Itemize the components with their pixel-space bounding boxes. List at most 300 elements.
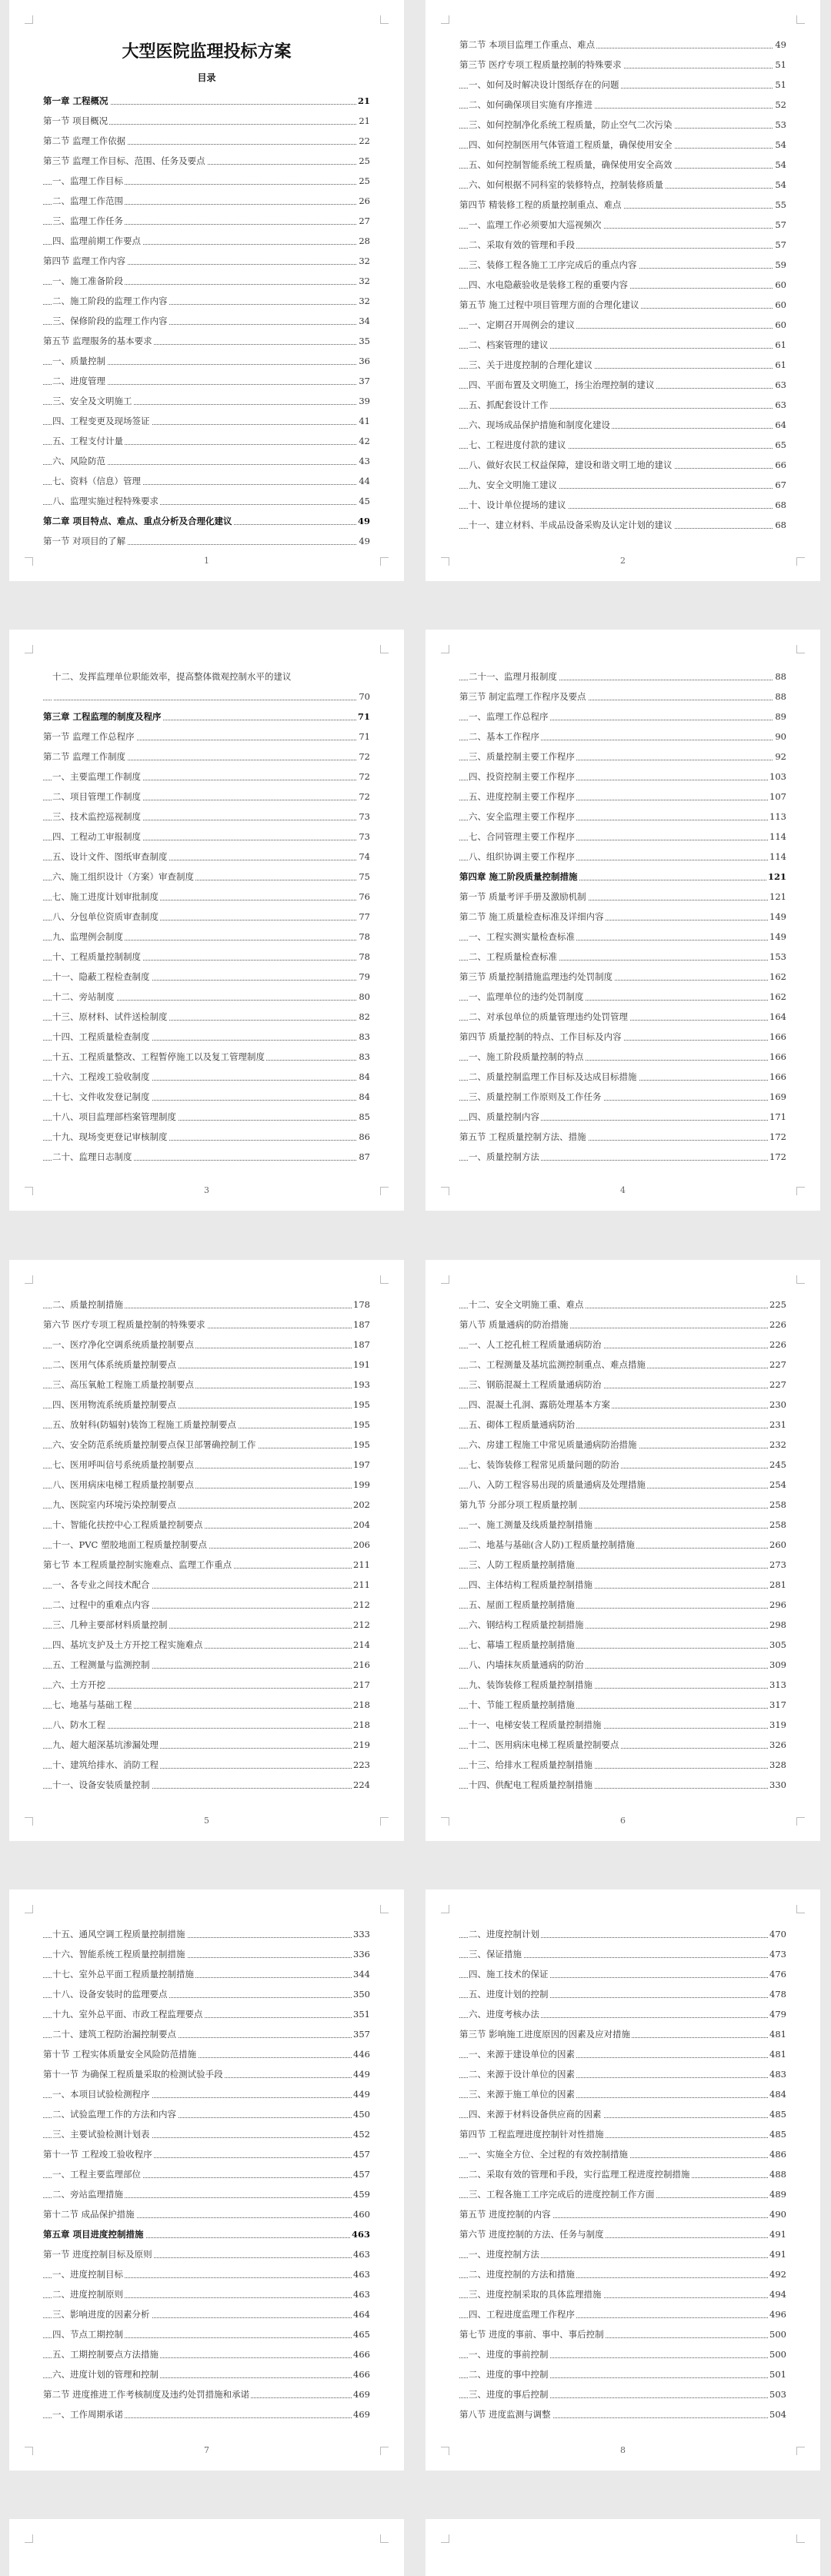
toc-entry[interactable] (459, 967, 786, 987)
toc-entry[interactable] (459, 235, 786, 255)
toc-entry[interactable] (459, 1715, 786, 1735)
toc-entry-title: 二、进度管理 (52, 376, 105, 386)
toc-entry-page: 298 (768, 1615, 786, 1635)
toc-entry[interactable] (43, 1535, 370, 1555)
toc-entry[interactable] (459, 2344, 786, 2364)
crop-mark (25, 1275, 33, 1284)
crop-mark (380, 1275, 389, 1284)
toc-entry[interactable] (43, 1575, 370, 1595)
toc-entry[interactable] (43, 727, 370, 747)
toc-entry-title: 二、项目管理工作制度 (52, 791, 141, 802)
toc-entry[interactable] (459, 2184, 786, 2204)
toc-entry[interactable] (43, 1595, 370, 1615)
toc-entry[interactable] (459, 455, 786, 475)
toc-entry-page: 481 (768, 2024, 786, 2044)
toc-entry[interactable] (459, 887, 786, 907)
toc-entry-title: 五、进度控制主要工作程序 (469, 791, 575, 802)
page-number: 6 (620, 1816, 626, 1826)
toc-entry-title: 十一、隐蔽工程检查制度 (52, 971, 150, 982)
toc-entry[interactable] (43, 251, 370, 271)
toc-entry[interactable] (459, 135, 786, 155)
toc-entry-page: 211 (352, 1575, 370, 1595)
toc-entry-title: 二、旁站监理措施 (52, 2189, 123, 2200)
toc-entry-title: 五、工程支付计量 (52, 436, 123, 446)
toc-entry[interactable] (459, 827, 786, 847)
toc-entry-title: 十六、工程竣工验收制度 (52, 1071, 150, 1082)
toc-entry[interactable] (43, 411, 370, 431)
toc-entry[interactable] (43, 1615, 370, 1635)
toc-entry-page: 469 (352, 2404, 370, 2424)
toc-entry-title: 四、质量控制内容 (469, 1111, 539, 1122)
toc-entry[interactable] (459, 1675, 786, 1695)
toc-entry[interactable] (43, 907, 370, 927)
toc-entry-page: 60 (773, 275, 786, 295)
toc-entry-page: 164 (768, 1007, 786, 1027)
toc-entry[interactable] (459, 907, 786, 927)
toc-entry[interactable] (459, 475, 786, 495)
toc-entry-page: 494 (768, 2284, 786, 2304)
toc-entry[interactable] (43, 2304, 370, 2324)
toc-entry[interactable] (459, 175, 786, 195)
toc-entry[interactable] (43, 471, 370, 491)
toc-entry-page: 459 (352, 2184, 370, 2204)
toc-entry[interactable] (459, 435, 786, 455)
toc-entry-page: 63 (773, 395, 786, 415)
toc-entry-title: 一、监理工作目标 (52, 175, 123, 186)
toc-entry[interactable] (459, 1615, 786, 1635)
toc-entry[interactable] (43, 1495, 370, 1515)
toc-entry[interactable] (43, 1475, 370, 1495)
toc-entry[interactable] (459, 1575, 786, 1595)
toc-entry[interactable] (43, 2264, 370, 2284)
toc-entry[interactable] (43, 371, 370, 391)
toc-entry[interactable] (43, 1944, 370, 1964)
toc-entry-page: 202 (352, 1495, 370, 1515)
toc-entry-page: 485 (768, 2124, 786, 2144)
toc-entry-title: 第八节 质量通病的防治措施 (459, 1319, 569, 1330)
toc-entry[interactable] (459, 2224, 786, 2244)
toc-entry-title: 十、建筑给排水、消防工程 (52, 1759, 159, 1770)
toc-entry[interactable] (43, 927, 370, 947)
toc-entry[interactable] (43, 2144, 370, 2164)
toc-entry[interactable] (43, 747, 370, 767)
toc-entry-title: 十九、现场变更登记审核制度 (52, 1131, 168, 1142)
toc-entry[interactable] (459, 787, 786, 807)
toc-entry[interactable] (459, 2104, 786, 2124)
crop-mark (380, 1905, 389, 1913)
toc-entry[interactable] (43, 2084, 370, 2104)
toc-entry[interactable] (43, 1127, 370, 1147)
toc-entry[interactable] (459, 1595, 786, 1615)
toc-entry-title: 九、监理例会制度 (52, 931, 123, 942)
toc-entry-title: 九、超大超深基坑渗漏处理 (52, 1739, 159, 1750)
toc-entry[interactable] (43, 2364, 370, 2384)
toc-entry[interactable] (43, 2384, 370, 2404)
toc-entry-title: 第一节 对项目的了解 (43, 536, 126, 546)
toc-entry[interactable] (43, 2044, 370, 2064)
toc-entry-title: 六、房建工程施工中常见质量通病防治措施 (469, 1439, 637, 1450)
toc-entry-title: 八、内墙抹灰质量通病的防治 (469, 1659, 584, 1670)
toc-entry[interactable] (459, 1984, 786, 2004)
toc-entry-page: 350 (352, 1984, 370, 2004)
toc-entry[interactable] (459, 2004, 786, 2024)
crop-mark (441, 1275, 449, 1284)
toc-entry[interactable] (459, 1475, 786, 1495)
toc-entry[interactable] (459, 667, 786, 687)
toc-entry[interactable] (43, 1515, 370, 1535)
toc-entry-page: 336 (352, 1944, 370, 1964)
toc-entry-title: 七、合同管理主要工作程序 (469, 831, 575, 842)
toc-entry[interactable] (459, 375, 786, 395)
toc-entry[interactable] (43, 847, 370, 867)
toc-entry[interactable] (459, 1295, 786, 1315)
toc-entry-title: 第一章 工程概况 (43, 95, 108, 106)
toc-entry[interactable] (459, 275, 786, 295)
toc-entry[interactable] (43, 2324, 370, 2344)
toc-entry-title: 四、节点工期控制 (52, 2329, 123, 2340)
toc-entry[interactable] (43, 987, 370, 1007)
toc-entry[interactable] (459, 2064, 786, 2084)
toc-entry[interactable] (43, 1147, 370, 1167)
toc-entry-page: 166 (768, 1067, 786, 1087)
toc-entry[interactable] (43, 2104, 370, 2124)
page-number: 1 (204, 556, 209, 566)
toc-entry-page: 463 (350, 2224, 370, 2244)
toc-entry[interactable] (43, 2244, 370, 2264)
toc-entry[interactable] (43, 967, 370, 987)
toc-entry[interactable] (43, 2064, 370, 2084)
toc-entry-page: 42 (357, 431, 370, 451)
toc-entry[interactable] (459, 1775, 786, 1795)
toc-entry[interactable] (459, 1375, 786, 1395)
toc-entry-title: 一、进度的事前控制 (469, 2349, 549, 2360)
toc-entry-title: 三、进度的事后控制 (469, 2389, 549, 2400)
toc-entry[interactable] (459, 195, 786, 215)
toc-entry-title: 第四节 监理工作内容 (43, 256, 126, 266)
toc-entry[interactable] (459, 1107, 786, 1127)
toc-entry[interactable] (459, 927, 786, 947)
toc-entry[interactable] (43, 1067, 370, 1087)
toc-entry[interactable] (459, 295, 786, 315)
toc-entry-title: 十三、原材料、试件送检制度 (52, 1011, 168, 1022)
toc-entry-title: 四、基坑支护及土方开挖工程实施难点 (52, 1639, 203, 1650)
toc-entry[interactable] (459, 2364, 786, 2384)
toc-entry[interactable] (459, 1635, 786, 1655)
toc-entry-page: 317 (768, 1695, 786, 1715)
toc-entry-page: 218 (352, 1695, 370, 1715)
crop-mark (796, 1275, 805, 1284)
toc-entry[interactable] (459, 2144, 786, 2164)
toc-entry[interactable] (43, 2284, 370, 2304)
toc-entry-page: 204 (352, 1515, 370, 1535)
toc-entry[interactable] (459, 767, 786, 787)
toc-entry[interactable] (459, 1315, 786, 1335)
toc-entry[interactable] (43, 827, 370, 847)
toc-entry[interactable] (459, 2264, 786, 2284)
toc-entry[interactable] (43, 2344, 370, 2364)
toc-entry[interactable] (43, 1635, 370, 1655)
toc-entry[interactable] (459, 155, 786, 175)
toc-entry[interactable] (459, 255, 786, 275)
toc-entry[interactable] (459, 355, 786, 375)
toc-entry[interactable] (43, 1315, 370, 1335)
toc-entry[interactable] (459, 2124, 786, 2144)
toc-entry[interactable] (459, 1655, 786, 1675)
toc-entry[interactable] (459, 2244, 786, 2264)
toc-entry[interactable] (43, 2184, 370, 2204)
toc-entry[interactable] (459, 1964, 786, 1984)
toc-entry[interactable] (43, 867, 370, 887)
toc-entry[interactable] (459, 2404, 786, 2424)
toc-entry[interactable] (43, 211, 370, 231)
toc-entry[interactable] (43, 887, 370, 907)
toc-entry[interactable] (459, 1695, 786, 1715)
toc-entry[interactable] (459, 2324, 786, 2344)
toc-entry[interactable] (43, 1755, 370, 1775)
toc-entry-title: 二、监理工作范围 (52, 195, 123, 206)
toc-entry[interactable] (43, 431, 370, 451)
toc-entry[interactable] (459, 1944, 786, 1964)
toc-entry[interactable] (43, 667, 370, 687)
toc-entry[interactable] (43, 1675, 370, 1695)
toc-entry-page: 478 (768, 1984, 786, 2004)
toc-entry[interactable] (43, 1335, 370, 1355)
toc-entry[interactable] (459, 1535, 786, 1555)
toc-entry[interactable] (43, 111, 370, 131)
toc-entry-page: 70 (357, 687, 370, 707)
toc-entry[interactable] (459, 35, 786, 55)
toc-entry[interactable] (459, 495, 786, 515)
toc-entry[interactable] (459, 1435, 786, 1455)
toc-entry[interactable] (459, 1127, 786, 1147)
toc-entry[interactable] (43, 171, 370, 191)
toc-list (459, 1295, 786, 1795)
toc-entry-page: 470 (768, 1924, 786, 1944)
toc-entry[interactable] (43, 1735, 370, 1755)
toc-entry-page: 162 (768, 987, 786, 1007)
toc-entry[interactable] (43, 91, 370, 111)
toc-entry-page: 114 (768, 847, 786, 867)
toc-entry[interactable] (459, 1147, 786, 1167)
toc-entry[interactable] (43, 191, 370, 211)
toc-entry[interactable] (43, 1984, 370, 2004)
toc-entry-title: 二、采取有效的管理和手段，实行监理工程进度控制措施 (469, 2169, 690, 2180)
crop-mark (441, 1905, 449, 1913)
toc-entry[interactable] (43, 2004, 370, 2024)
toc-entry[interactable] (43, 331, 370, 351)
toc-entry[interactable] (43, 2024, 370, 2044)
toc-entry-title: 第三节 医疗专项工程质量控制的特殊要求 (459, 59, 622, 70)
toc-entry-title: 第一节 监理工作总程序 (43, 731, 135, 742)
toc-entry[interactable] (459, 947, 786, 967)
toc-entry[interactable] (43, 531, 370, 551)
toc-entry[interactable] (459, 2164, 786, 2184)
toc-entry[interactable] (43, 511, 370, 531)
toc-entry[interactable] (459, 1515, 786, 1535)
toc-entry[interactable] (459, 1047, 786, 1067)
toc-entry[interactable] (43, 131, 370, 151)
toc-entry-title: 二、医用气体系统质量控制要点 (52, 1359, 176, 1370)
toc-entry[interactable] (459, 1555, 786, 1575)
toc-entry[interactable] (43, 1924, 370, 1944)
toc-entry[interactable] (43, 1007, 370, 1027)
toc-entry[interactable] (459, 395, 786, 415)
toc-entry-page: 37 (357, 371, 370, 391)
toc-entry[interactable] (459, 1755, 786, 1775)
toc-entry-title: 十、设计单位提场的建议 (469, 499, 566, 510)
toc-entry-title: 七、地基与基础工程 (52, 1699, 132, 1710)
toc-entry[interactable] (43, 1415, 370, 1435)
toc-entry-title: 第四节 质量控制的特点、工作目标及内容 (459, 1031, 622, 1042)
toc-entry[interactable] (459, 687, 786, 707)
toc-entry[interactable] (459, 707, 786, 727)
toc-entry[interactable] (43, 1655, 370, 1675)
toc-entry-title: 十、节能工程质量控制措施 (469, 1699, 575, 1710)
toc-entry[interactable] (459, 2024, 786, 2044)
toc-entry-title: 第二节 进度推进工作考核制度及违约处罚措施和承诺 (43, 2389, 250, 2400)
toc-entry[interactable] (459, 315, 786, 335)
toc-entry[interactable] (459, 1415, 786, 1435)
toc-entry[interactable] (43, 451, 370, 471)
toc-entry[interactable] (43, 947, 370, 967)
toc-entry[interactable] (43, 351, 370, 371)
toc-entry[interactable] (43, 807, 370, 827)
toc-entry-page: 77 (357, 907, 370, 927)
toc-entry-title: 第一节 质量考评手册及激励机制 (459, 891, 586, 902)
toc-entry[interactable] (43, 151, 370, 171)
toc-entry[interactable] (459, 1355, 786, 1375)
toc-entry[interactable] (43, 1087, 370, 1107)
toc-entry-page: 273 (768, 1555, 786, 1575)
toc-entry[interactable] (43, 1695, 370, 1715)
toc-entry-page: 344 (352, 1964, 370, 1984)
toc-entry-page: 258 (768, 1495, 786, 1515)
toc-entry[interactable] (459, 1495, 786, 1515)
toc-entry[interactable] (459, 727, 786, 747)
toc-entry-page: 319 (768, 1715, 786, 1735)
toc-entry[interactable] (43, 2404, 370, 2424)
toc-entry[interactable] (43, 2124, 370, 2144)
toc-entry[interactable] (459, 1395, 786, 1415)
toc-entry[interactable] (43, 1775, 370, 1795)
toc-entry[interactable] (43, 707, 370, 727)
toc-entry[interactable] (459, 95, 786, 115)
toc-entry[interactable] (459, 215, 786, 235)
toc-entry[interactable] (43, 1047, 370, 1067)
toc-entry[interactable] (459, 2304, 786, 2324)
toc-entry-title: 六、土方开挖 (52, 1679, 105, 1690)
toc-entry-page: 59 (773, 255, 786, 275)
toc-entry[interactable] (459, 55, 786, 75)
toc-entry[interactable] (43, 291, 370, 311)
toc-entry[interactable] (43, 2164, 370, 2184)
toc-entry[interactable] (43, 311, 370, 331)
toc-entry[interactable] (459, 1335, 786, 1355)
toc-entry-title: 九、装饰装修工程质量控制措施 (469, 1679, 592, 1690)
toc-entry[interactable] (459, 335, 786, 355)
toc-entry[interactable] (43, 1107, 370, 1127)
toc-entry[interactable] (43, 271, 370, 291)
toc-entry[interactable] (459, 515, 786, 535)
toc-entry-page: 114 (768, 827, 786, 847)
toc-entry[interactable] (43, 687, 370, 707)
toc-entry[interactable] (43, 491, 370, 511)
toc-entry[interactable] (43, 1715, 370, 1735)
toc-entry-page: 55 (773, 195, 786, 215)
toc-entry[interactable] (43, 391, 370, 411)
toc-entry-page: 178 (352, 1295, 370, 1315)
toc-entry[interactable] (43, 767, 370, 787)
toc-entry[interactable] (459, 847, 786, 867)
toc-entry[interactable] (459, 75, 786, 95)
toc-entry[interactable] (43, 1455, 370, 1475)
toc-entry-page: 53 (773, 115, 786, 135)
toc-entry-page: 172 (768, 1147, 786, 1167)
toc-entry-title: 五、屋面工程质量控制措施 (469, 1599, 575, 1610)
toc-entry-page: 333 (352, 1924, 370, 1944)
toc-entry[interactable] (43, 1964, 370, 1984)
toc-entry[interactable] (43, 1027, 370, 1047)
toc-entry[interactable] (459, 2384, 786, 2404)
toc-entry-title: 三、进度控制采取的具体监理措施 (469, 2289, 602, 2300)
toc-entry[interactable] (43, 1395, 370, 1415)
toc-entry[interactable] (459, 1067, 786, 1087)
toc-entry-title: 五、放射科(防辐射)装饰工程施工质量控制要点 (52, 1419, 236, 1430)
toc-entry-page: 72 (357, 787, 370, 807)
toc-entry[interactable] (459, 867, 786, 887)
toc-entry-page: 457 (352, 2164, 370, 2184)
toc-entry[interactable] (459, 1087, 786, 1107)
toc-entry[interactable] (459, 115, 786, 135)
toc-entry[interactable] (459, 987, 786, 1007)
toc-entry-title: 三、技术监控巡视制度 (52, 811, 141, 822)
toc-entry[interactable] (43, 1435, 370, 1455)
toc-entry-title: 第十节 工程实体质量安全风险防范措施 (43, 2049, 197, 2060)
toc-entry[interactable] (43, 231, 370, 251)
crop-mark (441, 15, 449, 24)
toc-entry[interactable] (459, 2044, 786, 2064)
toc-entry[interactable] (459, 2204, 786, 2224)
toc-entry[interactable] (459, 2284, 786, 2304)
toc-entry[interactable] (459, 1924, 786, 1944)
toc-entry[interactable] (43, 2224, 370, 2244)
toc-entry[interactable] (459, 1455, 786, 1475)
toc-entry-title: 五、如何控制智能系统工程质量，确保使用安全高效 (469, 159, 672, 170)
toc-entry[interactable] (43, 1295, 370, 1315)
toc-entry[interactable] (459, 1027, 786, 1047)
toc-entry[interactable] (459, 1007, 786, 1027)
toc-entry-page: 463 (352, 2284, 370, 2304)
toc-entry[interactable] (459, 807, 786, 827)
toc-entry-title: 一、施工准备阶段 (52, 276, 123, 286)
toc-entry-title: 第二节 监理工作依据 (43, 135, 126, 146)
toc-entry[interactable] (43, 787, 370, 807)
toc-entry-page: 149 (768, 907, 786, 927)
toc-entry-title: 四、主体结构工程质量控制措施 (469, 1579, 592, 1590)
toc-entry[interactable] (43, 2204, 370, 2224)
toc-entry-title: 三、安全及文明施工 (52, 396, 132, 406)
toc-entry[interactable] (459, 2084, 786, 2104)
toc-entry[interactable] (43, 1375, 370, 1395)
toc-entry-title: 一、工作周期承诺 (52, 2409, 123, 2420)
toc-entry-page: 22 (357, 131, 370, 151)
toc-entry[interactable] (459, 415, 786, 435)
toc-entry[interactable] (459, 1735, 786, 1755)
toc-entry[interactable] (43, 1555, 370, 1575)
toc-entry[interactable] (43, 1355, 370, 1375)
toc-entry-page: 162 (768, 967, 786, 987)
toc-entry[interactable] (459, 747, 786, 767)
